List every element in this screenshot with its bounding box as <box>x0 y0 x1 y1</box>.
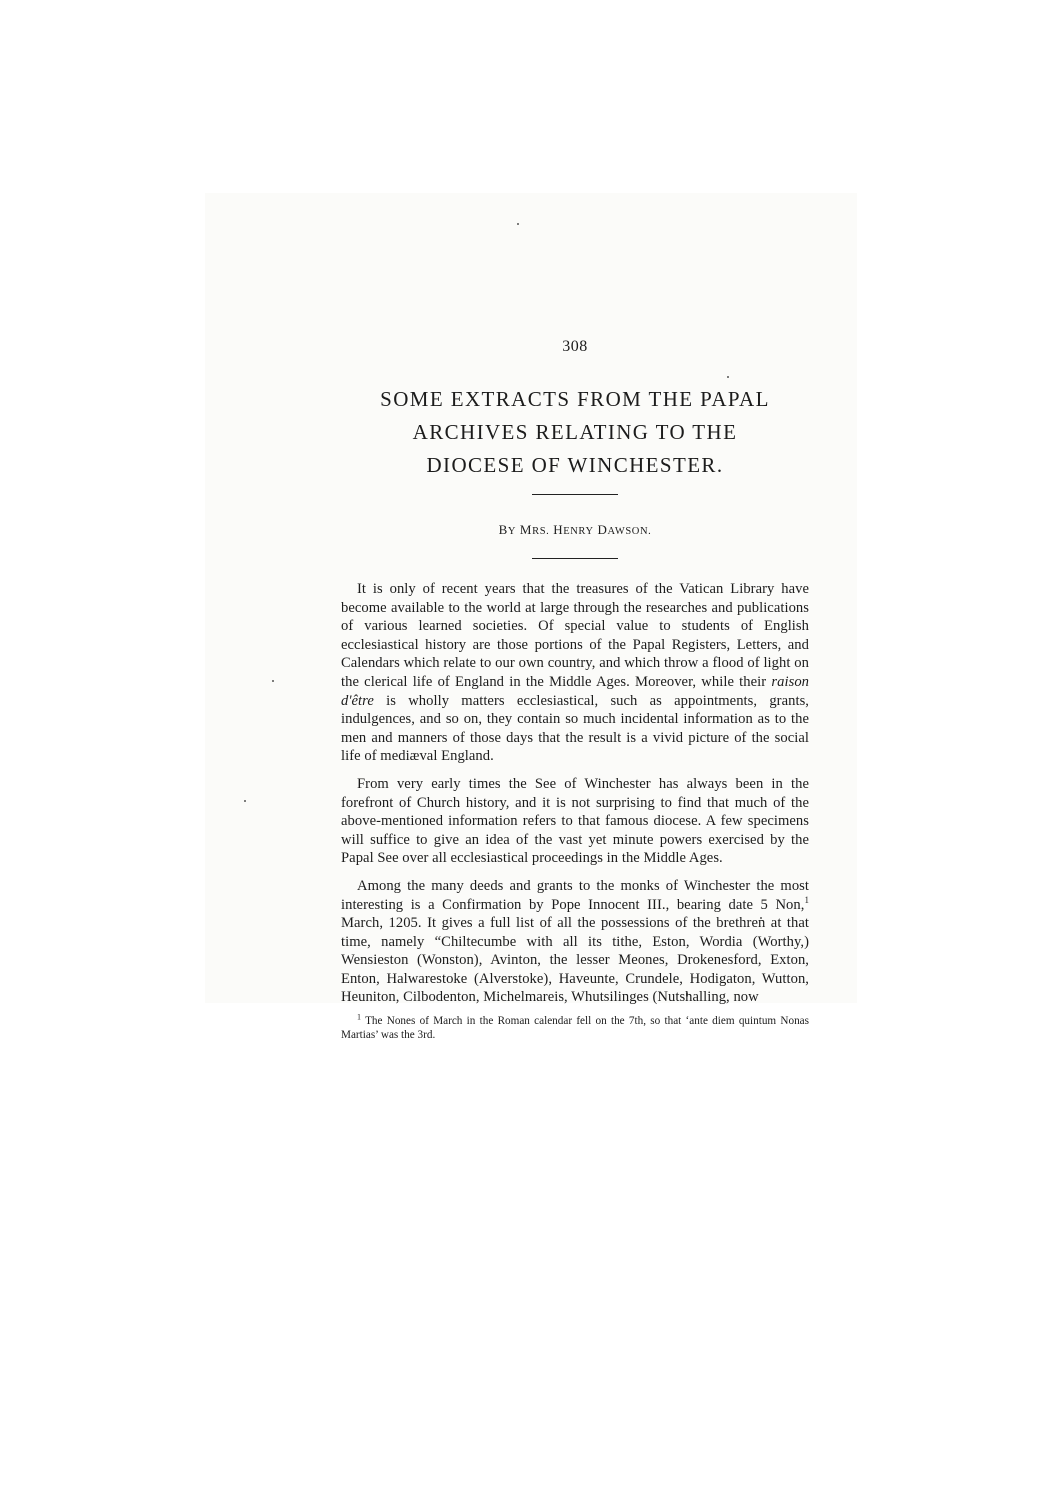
scan-speck <box>272 680 274 682</box>
page-number: 308 <box>562 338 588 355</box>
article-body <box>341 580 809 1042</box>
title-line-2: ARCHIVES RELATING TO THE <box>412 420 738 444</box>
paragraph-2: From very early times the See of Winchester has always been in the forefront of Church history, and it is not surprising to find that much of the above-mentioned information refers to that famous diocese. A few specimens will suffice to give an idea of the vast yet minute powers exercised by the Papal See over all ecclesiastical proceedings in the Middle Ages. <box>341 775 809 867</box>
document-page <box>341 338 809 1042</box>
footnote-marker: 1 <box>357 1012 361 1022</box>
paragraph-3: Among the many deeds and grants to the monks of Winchester the most interesting is a Confirmation by Pope Innocent III., bearing date 5 Non,$^1$ March, 1205. It gives a full list of all the possessions of the brethren at that time, namely “Chiltecumbe with all its tithe, Eston, Wordia (Worthy,) Wensieston (Wonston), Avinton, the lesser Meones, Drokenesford, Exton, Enton, Halwarestoke (Alverstoke), Haveunte, Crundele, Hodigaton, Wutton, Heuniton, Cilbodenton, Michelmareis, Whutsilinges (Nutshalling, now <box>341 877 809 1006</box>
author-byline: BY MRS. HENRY DAWSON. <box>498 522 652 537</box>
italic-phrase: raison d'être <box>341 673 810 709</box>
footnote-reference: 1 <box>804 894 809 905</box>
scan-speck <box>517 223 519 225</box>
author-divider <box>532 558 618 559</box>
title-line-1: SOME EXTRACTS FROM THE PAPAL <box>380 387 770 411</box>
article-title <box>341 383 809 482</box>
title-line-3: DIOCESE OF WINCHESTER. <box>426 453 724 477</box>
footnote: $^1$ The Nones of March in the Roman calendar fell on the 7th, so that ‘ante diem quintum Nonas Martias’ was the 3rd. <box>341 1012 809 1041</box>
paragraph-1: It is only of recent years that the treasures of the Vatican Library have become available to the world at large through the researches and publications of various learned societies. Of special value to students of English ecclesiastical history are those portions of the Papal Registers, Letters, and Calendars which relate to our own country, and which throw a flood of light on the clerical life of England in the Middle Ages. Moreover, while their raison d'être is wholly matters ecclesiastical, such as appointments, grants, indulgences, and so on, they contain so much incidental information as to the men and manners of those days that the result is a vivid picture of the social life of mediæval England. <box>341 581 810 765</box>
title-divider <box>532 494 618 495</box>
scan-speck <box>244 800 246 802</box>
